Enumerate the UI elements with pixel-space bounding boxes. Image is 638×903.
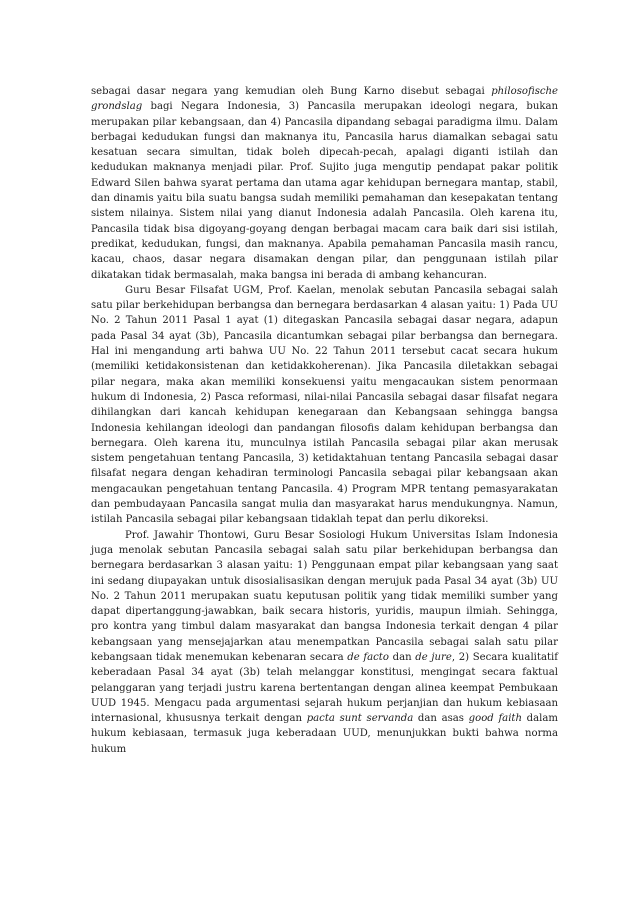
italic-term: good faith: [468, 713, 522, 725]
document-body: [91, 84, 558, 757]
text-segment: , 2) Secara kualitatif keberadaan Pasal 34 ayat (3b) telah melanggar konstitusi, mengingat secara faktual pelanggaran yang terjadi justru karena bertentangan dengan alinea keempat Pembukaan UUD 1945. Mengacu pada argumentasi sejarah hukum perjanjian dan hukum kebiasaan internasional, khususnya terkait dengan: [91, 651, 558, 725]
text-segment: Guru Besar Filsafat UGM, Prof. Kaelan, menolak sebutan Pancasila sebagai salah satu pilar berkehidupan berbangsa dan bernegara berdasarkan 4 alasan yaitu: 1) Pada UU No. 2 Tahun 2011 Pasal 1 ayat (1) ditegaskan Pancasila sebagai dasar negara, adapun pada Pasal 34 ayat (3b), Pancasila dicantumkan sebagai pilar berbangsa dan bernegara. Hal ini mengandung arti bahwa UU No. 22 Tahun 2011 tersebut cacat secara hukum (memiliki ketidakonsistenan dan ketidakkoherenan). Jika Pancasila diletakkan sebagai pilar negara, maka akan memiliki konsekuensi yaitu mengacaukan sistem penormaan hukum di Indonesia, 2) Pasca reformasi, nilai-nilai Pancasila sebagai dasar filsafat negara dihilangkan dari kancah kehidupan kenegaraan dan Kebangsaan sehingga bangsa Indonesia kehilangan ideologi dan pandangan filosofis dalam kehidupan berbangsa dan bernegara. Oleh karena itu, munculnya istilah Pancasila sebagai pilar akan merusak sistem pengetahuan tentang Pancasila, 3) ketidaktahuan tentang Pancasila sebagai dasar filsafat negara dengan kehadiran terminologi Pancasila sebagai pilar kebangsaan akan mengacaukan pengetahuan tentang Pancasila. 4) Program MPR tentang pemasyarakatan dan pembudayaan Pancasila sangat mulia dan masyarakat harus mendukungnya. Namun, istilah Pancasila sebagai pilar kebangsaan tidaklah tepat dan perlu dikoreksi.: [91, 284, 558, 526]
text-segment: bagi Negara Indonesia, 3) Pancasila merupakan ideologi negara, bukan merupakan pilar kebangsaan, dan 4) Pancasila dipandang sebagai paradigma ilmu. Dalam berbagai kedudukan fungsi dan maknanya itu, Pancasila harus diamalkan sebagai satu kesatuan secara simultan, tidak boleh dipecah-pecah, apalagi diganti istilah dan kedudukan maknanya menjadi pilar. Prof. Sujito juga mengutip pendapat pakar politik Edward Silen bahwa syarat pertama dan utama agar kehidupan bernegara mantap, stabil, dan dinamis yaitu bila suatu bangsa sudah memiliki pemahaman dan kesepakatan tentang sistem nilainya. Sistem nilai yang dianut Indonesia adalah Pancasila. Oleh karena itu, Pancasila tidak bisa digoyang-goyang dengan berbagai macam cara baik dari sisi istilah, predikat, kedudukan, fungsi, dan maknanya. Apabila pemahaman Pancasila masih rancu, kacau, chaos, dasar negara disamakan dengan pilar, dan penggunaan istilah pilar dikatakan tidak bermasalah, maka bangsa ini berada di ambang kehancuran.: [91, 101, 558, 281]
paragraph-3: [91, 528, 558, 757]
italic-term: philosofische grondslag: [91, 86, 558, 113]
paragraph-1: [91, 84, 558, 283]
text-segment: dan asas: [413, 713, 469, 725]
text-segment: dan: [388, 651, 416, 663]
text-segment: dalam hukum kebiasaan, termasuk juga keberadaan UUD, menunjukkan bukti bahwa norma hukum: [91, 713, 558, 755]
italic-term: pacta sunt servanda: [306, 713, 414, 725]
text-segment: Prof. Jawahir Thontowi, Guru Besar Sosiologi Hukum Universitas Islam Indonesia juga menolak sebutan Pancasila sebagai salah satu pilar berkehidupan berbangsa dan bernegara berdasarkan 3 alasan yaitu: 1) Penggunaan empat pilar kebangsaan yang saat ini sedang diupayakan untuk disosialisasikan dengan merujuk pada Pasal 34 ayat (3b) UU No. 2 Tahun 2011 merupakan suatu keputusan politik yang tidak memiliki sumber yang dapat dipertanggung-jawabkan, baik secara historis, yuridis, maupun ilmiah. Sehingga, pro kontra yang timbul dalam masyarakat dan bangsa Indonesia terkait dengan 4 pilar kebangsaan yang mensejajarkan atau menempatkan Pancasila sebagai salah satu pilar kebangsaan tidak menemukan kebenaran secara: [91, 529, 558, 663]
italic-term: de jure: [415, 651, 452, 663]
italic-term: de facto: [347, 651, 389, 663]
paragraph-2: [91, 283, 558, 528]
text-segment: sebagai dasar negara yang kemudian oleh Bung Karno disebut sebagai: [91, 86, 492, 97]
